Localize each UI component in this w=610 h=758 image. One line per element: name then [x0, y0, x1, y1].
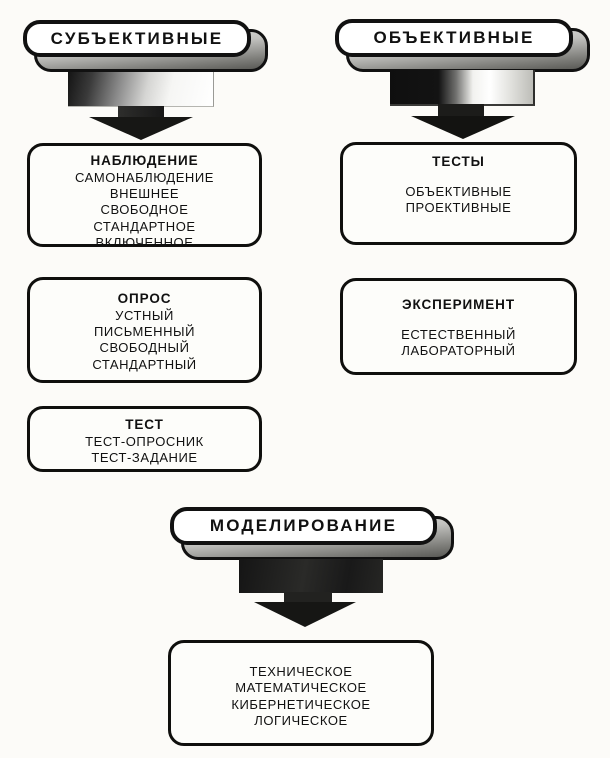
- down-arrow-icon-bottom: [254, 602, 356, 627]
- list-item: ВКЛЮЧЕННОЕ: [95, 235, 194, 251]
- header-face: [335, 19, 573, 57]
- box-survey: [27, 277, 262, 383]
- list-item: ПИСЬМЕННЫЙ: [94, 323, 195, 339]
- list-item: ТЕСТ-ЗАДАНИЕ: [91, 449, 198, 465]
- down-arrow-icon-left: [89, 117, 193, 140]
- list-item: ПРОЕКТИВНЫЕ: [405, 199, 512, 215]
- list-item: СТАНДАРТНОЕ: [93, 218, 196, 234]
- header-face: [170, 507, 437, 545]
- list-item: КИБЕРНЕТИЧЕСКОЕ: [231, 696, 371, 712]
- list-item: ВНЕШНЕЕ: [109, 185, 180, 201]
- box-title: ОПРОС: [117, 291, 172, 306]
- list-item: ТЕХНИЧЕСКОЕ: [249, 664, 353, 679]
- box-title: ТЕСТ: [125, 417, 164, 432]
- list-item: СТАНДАРТНЫЙ: [92, 356, 197, 372]
- list-item: СВОБОДНОЕ: [100, 202, 189, 218]
- list-item: ЕСТЕСТВЕННЫЙ: [401, 326, 516, 342]
- header-modeling-label: МОДЕЛИРОВАНИЕ: [209, 516, 398, 535]
- header-objective: [335, 19, 573, 57]
- box-title: НАБЛЮДЕНИЕ: [90, 153, 199, 168]
- box-item-list: [92, 308, 196, 374]
- list-item: ТЕСТ-ОПРОСНИК: [85, 433, 204, 449]
- list-item: ЛОГИЧЕСКОЕ: [254, 713, 348, 729]
- header-subjective: [23, 20, 251, 57]
- list-item: УСТНЫЙ: [115, 307, 174, 323]
- list-item: САМОНАБЛЮДЕНИЕ: [75, 169, 214, 185]
- header-subjective-label: СУБЪЕКТИВНЫЕ: [50, 28, 224, 48]
- box-test: [27, 406, 262, 472]
- box-title: ЭКСПЕРИМЕНТ: [402, 297, 515, 312]
- box-item-list: [85, 434, 204, 467]
- list-item: МАТЕМАТИЧЕСКОЕ: [235, 680, 367, 696]
- list-item: ЛАБОРАТОРНЫЙ: [401, 342, 516, 358]
- down-arrow-band-right: [390, 70, 535, 106]
- list-item: ОБЪЕКТИВНЫЕ: [405, 183, 512, 199]
- header-modeling: [170, 507, 437, 545]
- box-tests: [340, 142, 577, 245]
- down-arrow-icon-right: [411, 116, 515, 139]
- box-title: ТЕСТЫ: [432, 154, 485, 169]
- list-item: СВОБОДНЫЙ: [99, 340, 190, 356]
- box-modeling-types: [168, 640, 434, 746]
- box-item-list: [405, 184, 511, 217]
- box-item-list: [231, 664, 370, 730]
- down-arrow-band-left: [68, 72, 214, 107]
- box-item-list: [401, 327, 516, 360]
- box-item-list: [75, 170, 214, 252]
- box-observation: [27, 143, 262, 251]
- header-face: [23, 20, 251, 57]
- box-experiment: [340, 278, 577, 375]
- header-objective-label: ОБЪЕКТИВНЫЕ: [373, 28, 535, 47]
- down-arrow-band-bottom: [239, 559, 383, 593]
